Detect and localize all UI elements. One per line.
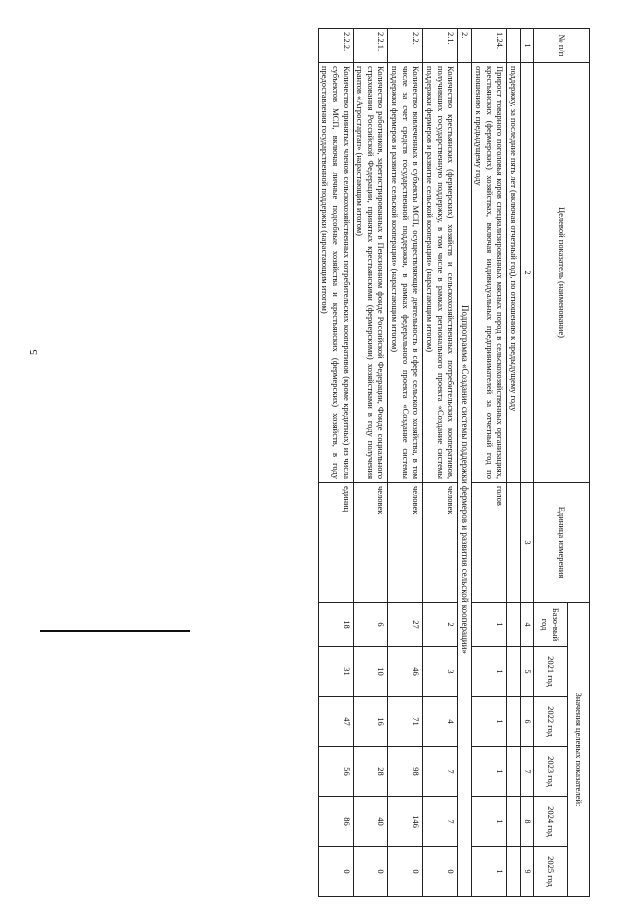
row-unit [507,483,521,603]
row-value: 40 [353,797,388,847]
header-year-2025: 2025 год [534,847,568,897]
header-year-2024: 2024 год [534,797,568,847]
indicators-table [318,28,590,897]
row-number: 2.2. [388,29,423,63]
row-value: 16 [353,697,388,747]
row-value: 7 [423,747,458,797]
row-value [507,847,521,897]
row-value: 0 [353,847,388,897]
row-value [507,747,521,797]
row-number: 2.1. [423,29,458,63]
row-value: 18 [318,603,353,647]
row-value: 1 [472,647,507,697]
row-value: 46 [388,647,423,697]
row-indicator: Количество принятых членов сельскохозяйственных потребительских кооперативов (кроме кредитных) из числа субъектов МСП, включая личные подсобные хозяйства и крестьянских (фермерских) хозяйств, в году предоставления государственной поддержки (нарастающим итогом) [318,63,353,483]
row-unit: человек [388,483,423,603]
row-value: 47 [318,697,353,747]
header-number: № п/п [534,29,590,63]
row-value: 86 [318,797,353,847]
table-row [318,29,353,897]
row-value: 146 [388,797,423,847]
column-index: 5 [521,647,534,697]
row-indicator: Прирост товарного поголовья коров специализированных мясных пород в сельскохозяйственных организациях, крестьянских (фермерских) хозяйствах, включая индивидуальных предпринимателей за отчетный год по отношению к предыдущему году [472,63,507,483]
table-row [472,29,507,897]
row-value: 28 [353,747,388,797]
section-title: Подпрограмма «Создание системы поддержки фермеров и развития сельской кооперации» [458,63,472,897]
row-number: 2.2.1. [353,29,388,63]
row-unit: голов [472,483,507,603]
row-value [507,603,521,647]
row-value [507,797,521,847]
header-indicator: Целевой показатель (наименование) [534,63,590,483]
page-number: 5 [28,349,40,355]
row-number: 1.24. [472,29,507,63]
row-unit: единиц [318,483,353,603]
section-number: 2. [458,29,472,63]
row-value: 27 [388,603,423,647]
row-value: 0 [388,847,423,897]
row-value: 7 [423,797,458,847]
header-unit: Единица измерения [534,483,590,603]
row-value: 98 [388,747,423,797]
row-value: 1 [472,797,507,847]
row-value: 0 [423,847,458,897]
table-row [423,29,458,897]
table-row [353,29,388,897]
row-value [507,697,521,747]
row-value: 1 [472,697,507,747]
rotated-table-container [120,28,590,896]
row-value: 10 [353,647,388,697]
column-index: 7 [521,747,534,797]
header-year-2021: 2021 год [534,647,568,697]
column-index: 6 [521,697,534,747]
row-unit: человек [353,483,388,603]
row-number [507,29,521,63]
row-value: 1 [472,847,507,897]
row-value: 2 [423,603,458,647]
row-value: 1 [472,747,507,797]
row-value: 3 [423,647,458,697]
column-index: 3 [521,483,534,603]
row-unit: человек [423,483,458,603]
row-value: 6 [353,603,388,647]
column-index: 8 [521,797,534,847]
row-value: 56 [318,747,353,797]
row-value: 4 [423,697,458,747]
column-index: 4 [521,603,534,647]
header-values-group: Значения целевых показателей: [568,603,590,897]
row-value: 71 [388,697,423,747]
column-index: 1 [521,29,534,63]
header-base-year: Базо-вый год [534,603,568,647]
header-year-2022: 2022 год [534,697,568,747]
row-indicator: Количество вовлеченных в субъекты МСП, осуществляющие деятельность в сфере сельского хозяйства, в том числе за счет средств государственной поддержки, в рамках федерального проекта «Создание системы поддержки фермеров и развитие сельской кооперации» (нарастающим итогом) [388,63,423,483]
row-indicator: поддержку, за последние пять лет (включая отчетный год), по отношению к предыдущему году [507,63,521,483]
row-indicator: Количество крестьянских (фермерских) хозяйств и сельскохозяйственных потребительских кооперативов, получивших государственную поддержку, в том числе в рамках регионального проекта «Создание системы поддержки фермеров и развитие сельской кооперации» (нарастающим итогом) [423,63,458,483]
row-value: 1 [472,603,507,647]
row-value: 31 [318,647,353,697]
column-index: 2 [521,63,534,483]
row-number: 2.2.2. [318,29,353,63]
table-row [507,29,521,897]
section-row [458,29,472,897]
table-row [388,29,423,897]
header-year-2023: 2023 год [534,747,568,797]
column-index: 9 [521,847,534,897]
row-indicator: Количество работников, зарегистрированных в Пенсионном фонде Российской Федерации, Фонде социального страхования Российской Федерации, принятых крестьянскими (фермерскими) хозяйствами в году получения грантов «Агростартап» (нарастающим итогом) [353,63,388,483]
row-value [507,647,521,697]
row-value: 0 [318,847,353,897]
